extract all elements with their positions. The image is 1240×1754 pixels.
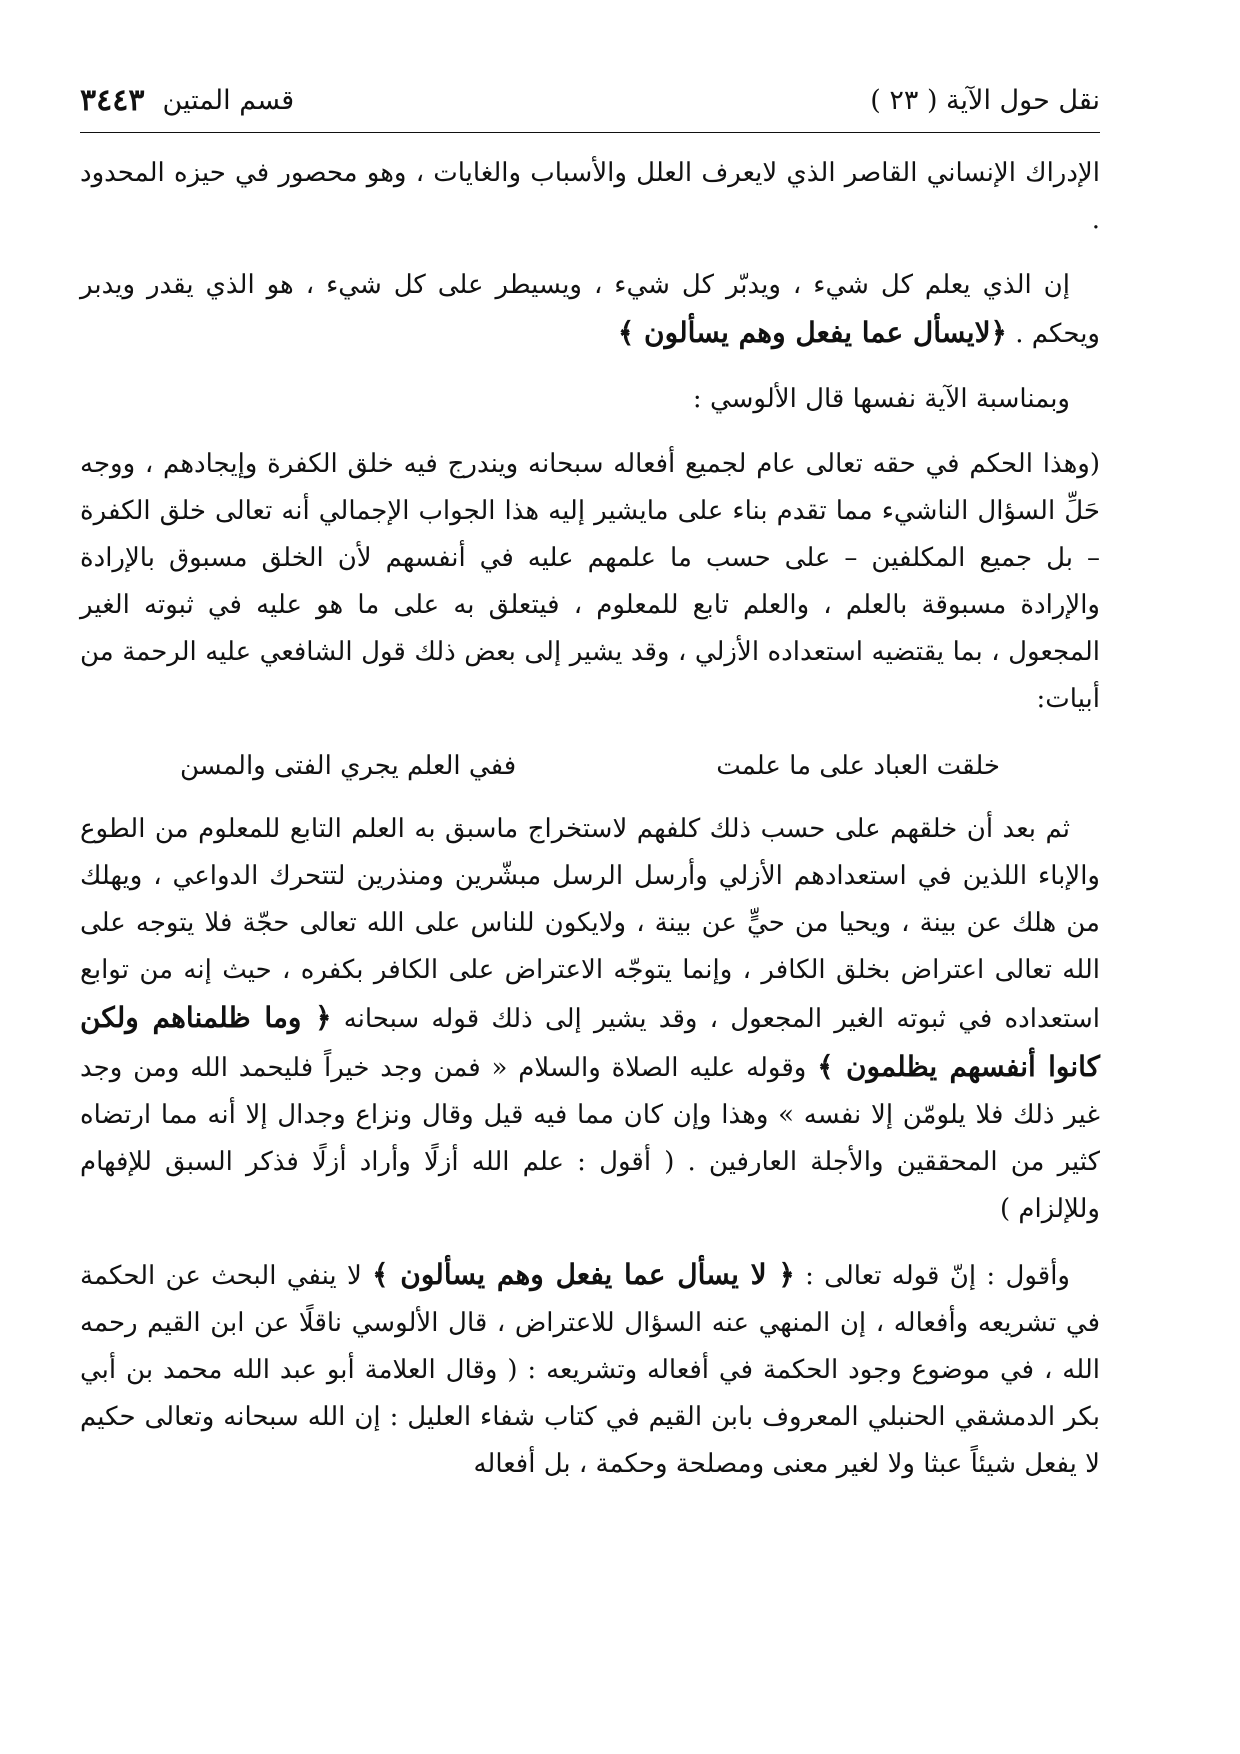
paragraph-text: إن الذي يعلم كل شيء ، ويدبّر كل شيء ، ويسيطر على كل شيء ، هو الذي يقدر ويدبر ويحكم .: [80, 270, 1100, 349]
poem-verse: [80, 741, 1100, 806]
chapter-title: نقل حول الآية ( ٢٣ ): [870, 84, 1100, 116]
paragraph: [80, 806, 1100, 1233]
quoted-passage: [80, 441, 1100, 723]
paragraph-text: ثم بعد أن خلقهم على حسب ذلك كلفهم لاستخراج ماسبق به العلم التابع للمعلوم من الطوع والإباء اللذين في استعدادهم الأزلي وأرسل الرسل مبشّرين ومنذرين لتتحرك الدواعي ، ويهلك من هلك عن بينة ، ويحيا من حيٍّ عن بينة ، ولايكون للناس على الله تعالى حجّة فلا يتوجه على الله تعالى اعتراض بخلق الكافر ، وإنما يتوجّه الاعتراض على الكافر بكفره ، حيث إنه من توابع استعداده في ثبوته الغير المجعول ، وقد يشير إلى ذلك قوله سبحانه: [80, 814, 1101, 1034]
verse-first-half: خلقت العباد على ما علمت: [716, 751, 1000, 781]
header-left-group: [80, 83, 294, 118]
paragraph-text: لا ينفي البحث عن الحكمة في تشريعه وأفعاله ، إن المنهي عنه السؤال للاعتراض ، قال الألوسي ناقلًا عن ابن القيم رحمه الله ، في موضوع وجود الحكمة في أفعاله وتشريعه : ( وقال العلامة أبو عبد الله محمد بن أبي بكر الدمشقي الحنبلي المعروف بابن القيم في كتاب شفاء العليل : إن الله سبحانه وتعالى حكيم لا يفعل شيئاً عبثا ولا لغير معنى ومصلحة وحكمة ، بل أفعاله: [80, 1261, 1100, 1479]
paragraph-text: وقوله عليه الصلاة والسلام « فمن وجد خيراً فليحمد الله ومن وجد غير ذلك فلا يلومّن إلا نفسه » وهذا وإن كان مما فيه قيل وقال ونزاع وجدال إلا أنه مما ارتضاه كثير من المحققين والأجلة العارفين . ( أقول : علم الله أزلًا وأراد أزلًا فذكر السبق للإفهام وللإلزام ): [80, 1053, 1100, 1224]
page-body: [80, 150, 1100, 1506]
page-header: [80, 78, 1100, 122]
paragraph-text: وأقول : إنّ قوله تعالى :: [805, 1261, 1070, 1291]
book-title: قسم المتين: [162, 84, 295, 116]
page-number: ٣٤٤٣: [80, 82, 145, 118]
paragraph-text: الإدراك الإنساني القاصر الذي لايعرف العلل والأسباب والغايات ، وهو محصور في حيزه المحدود .: [80, 158, 1100, 235]
paragraph: [80, 150, 1100, 244]
quran-quote: ﴿ وما ظلمناهم ولكن كانوا أنفسهم يظلمون ﴾: [80, 1001, 1101, 1083]
verse-second-half: ففي العلم يجري الفتى والمسن: [180, 751, 517, 781]
quran-quote: ﴿لايسأل عما يفعل وهم يسألون ﴾: [617, 316, 1007, 349]
paragraph-text: (وهذا الحكم في حقه تعالى عام لجميع أفعاله سبحانه ويندرج فيه خلق الكفرة وإيجادهم ، ووجه حَلِّ السؤال الناشيء مما تقدم بناء على مايشير إليه هذا الجواب الإجمالي أنه تعالى خلق الكفرة – بل جميع المكلفين – على حسب ما علمهم عليه في أنفسهم لأن الخلق مسبوق بالإرادة والإرادة مسبوقة بالعلم ، والعلم تابع للمعلوم ، فيتعلق به على ما هو عليه في ثبوته الغير المجعول ، بما يقتضيه استعداده الأزلي ، وقد يشير إلى بعض ذلك قول الشافعي عليه الرحمة من أبيات:: [80, 449, 1100, 714]
paragraph-text: وبمناسبة الآية نفسها قال الألوسي :: [692, 384, 1070, 414]
paragraph: [80, 376, 1100, 423]
quran-quote: ﴿ لا يسأل عما يفعل وهم يسألون ﴾: [372, 1258, 795, 1291]
paragraph: [80, 262, 1100, 358]
header-rule: [80, 132, 1100, 133]
paragraph: [80, 1251, 1100, 1488]
